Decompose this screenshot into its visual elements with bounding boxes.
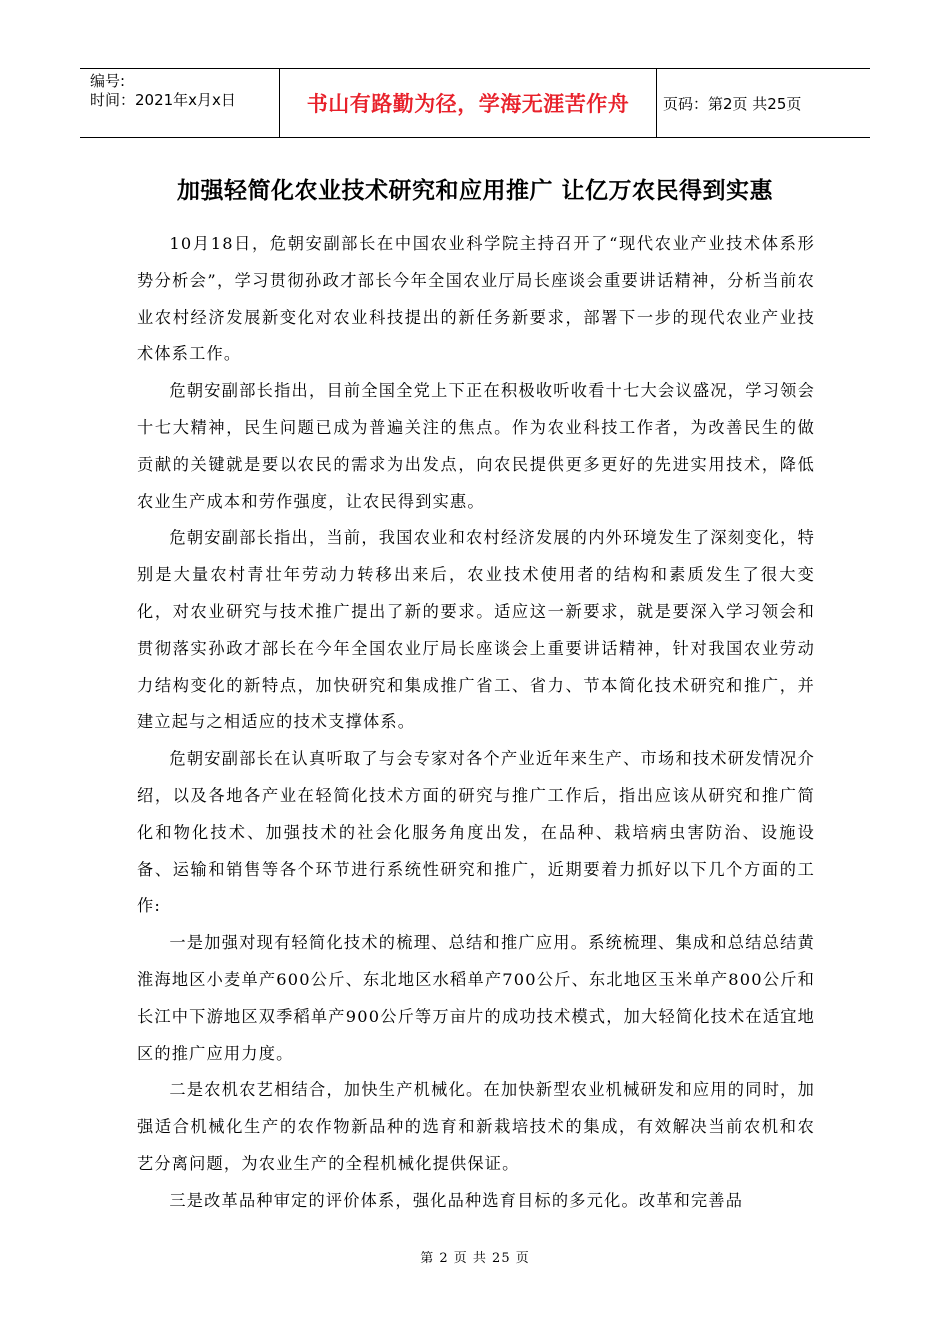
document-time-label: 时间：2021年x月x日	[90, 91, 236, 109]
paragraph: 一是加强对现有轻简化技术的梳理、总结和推广应用。系统梳理、集成和总结总结黄淮海地区小麦单产600公斤、东北地区水稻单产700公斤、东北地区玉米单产800公斤和长江中下游地区双季稻单产900公斤等万亩片的成功技术模式，加大轻简化技术在适宜地区的推广应用力度。	[137, 933, 815, 1063]
page-header	[80, 68, 870, 138]
paragraph: 危朝安副部长在认真听取了与会专家对各个产业近年来生产、市场和技术研发情况介绍，以及各地各产业在轻简化技术方面的研究与推广工作后，指出应该从研究和推广简化和物化技术、加强技术的社会化服务角度出发，在品种、栽培病虫害防治、设施设备、运输和销售等各个环节进行系统性研究和推广，近期要着力抓好以下几个方面的工作:	[137, 749, 815, 916]
header-meta	[80, 69, 280, 137]
paragraph: 二是农机农艺相结合，加快生产机械化。在加快新型农业机械研发和应用的同时，加强适合机械化生产的农作物新品种的选育和新栽培技术的集成，有效解决当前农机和农艺分离问题，为农业生产的全程机械化提供保证。	[137, 1080, 815, 1173]
header-page-info: 页码：第2页 共25页	[663, 94, 802, 113]
document-number-label: 编号:	[90, 72, 126, 90]
paragraph: 10月18日，危朝安副部长在中国农业科学院主持召开了“现代农业产业技术体系形势分析会”，学习贯彻孙政才部长今年全国农业厅局长座谈会重要讲话精神，分析当前农业农村经济发展新变化对农业科技提出的新任务新要求，部署下一步的现代农业产业技术体系工作。	[137, 234, 815, 364]
paragraph: 三是改革品种审定的评价体系，强化品种选育目标的多元化。改革和完善品	[169, 1190, 744, 1210]
paragraph: 危朝安副部长指出，目前全国全党上下正在积极收听收看十七大会议盛况，学习领会十七大精神，民生问题已成为普遍关注的焦点。作为农业科技工作者，为改善民生的做贡献的关键就是要以农民的需求为出发点，向农民提供更多更好的先进实用技术，降低农业生产成本和劳作强度，让农民得到实惠。	[137, 381, 815, 511]
document-title: 加强轻简化农业技术研究和应用推广 让亿万农民得到实惠	[176, 177, 773, 204]
header-motto: 书山有路勤为径，学海无涯苦作舟	[280, 69, 657, 137]
document-body	[137, 226, 815, 1220]
paragraph: 危朝安副部长指出，当前，我国农业和农村经济发展的内外环境发生了深刻变化，特别是大量农村青壮年劳动力转移出来后，农业技术使用者的结构和素质发生了很大变化，对农业研究与技术推广提出了新的要求。适应这一新要求，就是要深入学习领会和贯彻落实孙政才部长在今年全国农业厅局长座谈会上重要讲话精神，针对我国农业劳动力结构变化的新特点，加快研究和集成推广省工、省力、节本简化技术研究和推广，并建立起与之相适应的技术支撑体系。	[137, 528, 815, 732]
page-footer: 第 2 页 共 25 页	[420, 1251, 530, 1266]
